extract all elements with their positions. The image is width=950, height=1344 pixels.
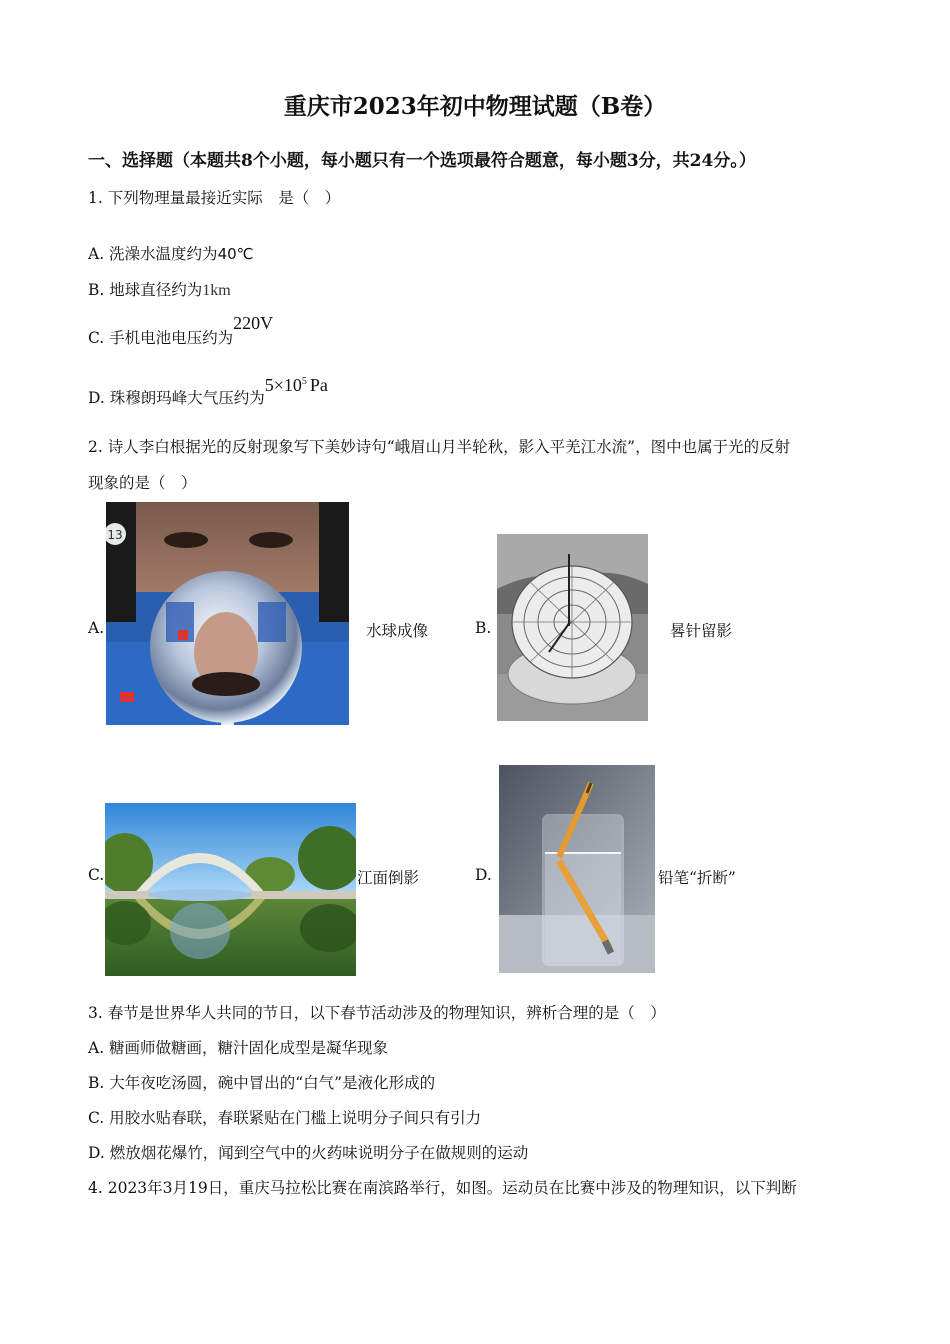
q2-option-d-label: D. bbox=[475, 866, 492, 884]
q1-option-d-base: 5×10 bbox=[264, 375, 302, 395]
q1-option-b-value: 1km bbox=[202, 282, 231, 299]
pencil-in-water-image bbox=[499, 765, 655, 973]
q3-option-a: A. 糖画师做糖画，糖汁固化成型是凝华现象 bbox=[88, 1039, 389, 1057]
q1-option-c-value: 220V bbox=[233, 313, 274, 333]
q1-option-c-text: C. 手机电池电压约为 bbox=[88, 329, 234, 347]
q3-option-c: C. 用胶水贴春联，春联紧贴在门槛上说明分子间只有引力 bbox=[88, 1109, 482, 1127]
q1-option-a-text: A. 洗澡水温度约为 bbox=[88, 245, 218, 263]
q1-option-d-value bbox=[265, 375, 328, 395]
q2-stem-line2: 现象的是（ ） bbox=[88, 474, 197, 492]
q2-option-b-label: B. bbox=[475, 619, 492, 637]
q2-option-c-label: C. bbox=[88, 866, 105, 884]
q2-option-a-caption: 水球成像 bbox=[366, 622, 429, 640]
q2-option-a-label: A. bbox=[88, 619, 105, 637]
q1-option-d-unit: Pa bbox=[309, 375, 328, 395]
q2-option-d-caption: 铅笔“折断” bbox=[658, 869, 736, 887]
q3-option-b: B. 大年夜吃汤圆，碗中冒出的“白气”是液化形成的 bbox=[88, 1074, 436, 1092]
sundial-image bbox=[497, 534, 648, 721]
q3-stem: 3. 春节是世界华人共同的节日，以下春节活动涉及的物理知识，辨析合理的是（ ） bbox=[88, 1004, 666, 1022]
q1-stem: 1. 下列物理量最接近实际 是（ ） bbox=[88, 189, 341, 207]
q3-option-d: D. 燃放烟花爆竹，闻到空气中的火药味说明分子在做规则的运动 bbox=[88, 1144, 529, 1162]
water-ball-badge: 13 bbox=[107, 528, 123, 542]
q1-option-b-text: B. 地球直径约为 bbox=[88, 281, 203, 299]
q2-stem-line1: 2. 诗人李白根据光的反射现象写下美妙诗句“峨眉山月半轮秋，影入平羌江水流”，图中也属于光的反射 bbox=[88, 438, 791, 456]
section-heading: 一、选择题（本题共8个小题，每小题只有一个选项最符合题意，每小题3分，共24分。） bbox=[88, 151, 756, 171]
q1-option-c bbox=[88, 313, 274, 348]
q1-option-b bbox=[88, 278, 231, 300]
q1-option-d-exponent: 5 bbox=[301, 376, 307, 387]
bridge-reflection-image bbox=[105, 803, 356, 976]
page-title: 重庆市2023年初中物理试题（B卷） bbox=[283, 93, 667, 120]
q1-option-d-text: D. 珠穆朗玛峰大气压约为 bbox=[88, 389, 265, 407]
q1-option-a bbox=[88, 242, 254, 264]
q4-stem: 4. 2023年3月19日，重庆马拉松比赛在南滨路举行，如图。运动员在比赛中涉及的物理知识，以下判断 bbox=[88, 1179, 797, 1197]
q2-option-c-caption: 江面倒影 bbox=[357, 869, 420, 887]
water-ball-image bbox=[106, 502, 349, 725]
q2-option-b-caption: 晷针留影 bbox=[670, 622, 733, 640]
q1-option-a-value: 40℃ bbox=[217, 245, 254, 263]
